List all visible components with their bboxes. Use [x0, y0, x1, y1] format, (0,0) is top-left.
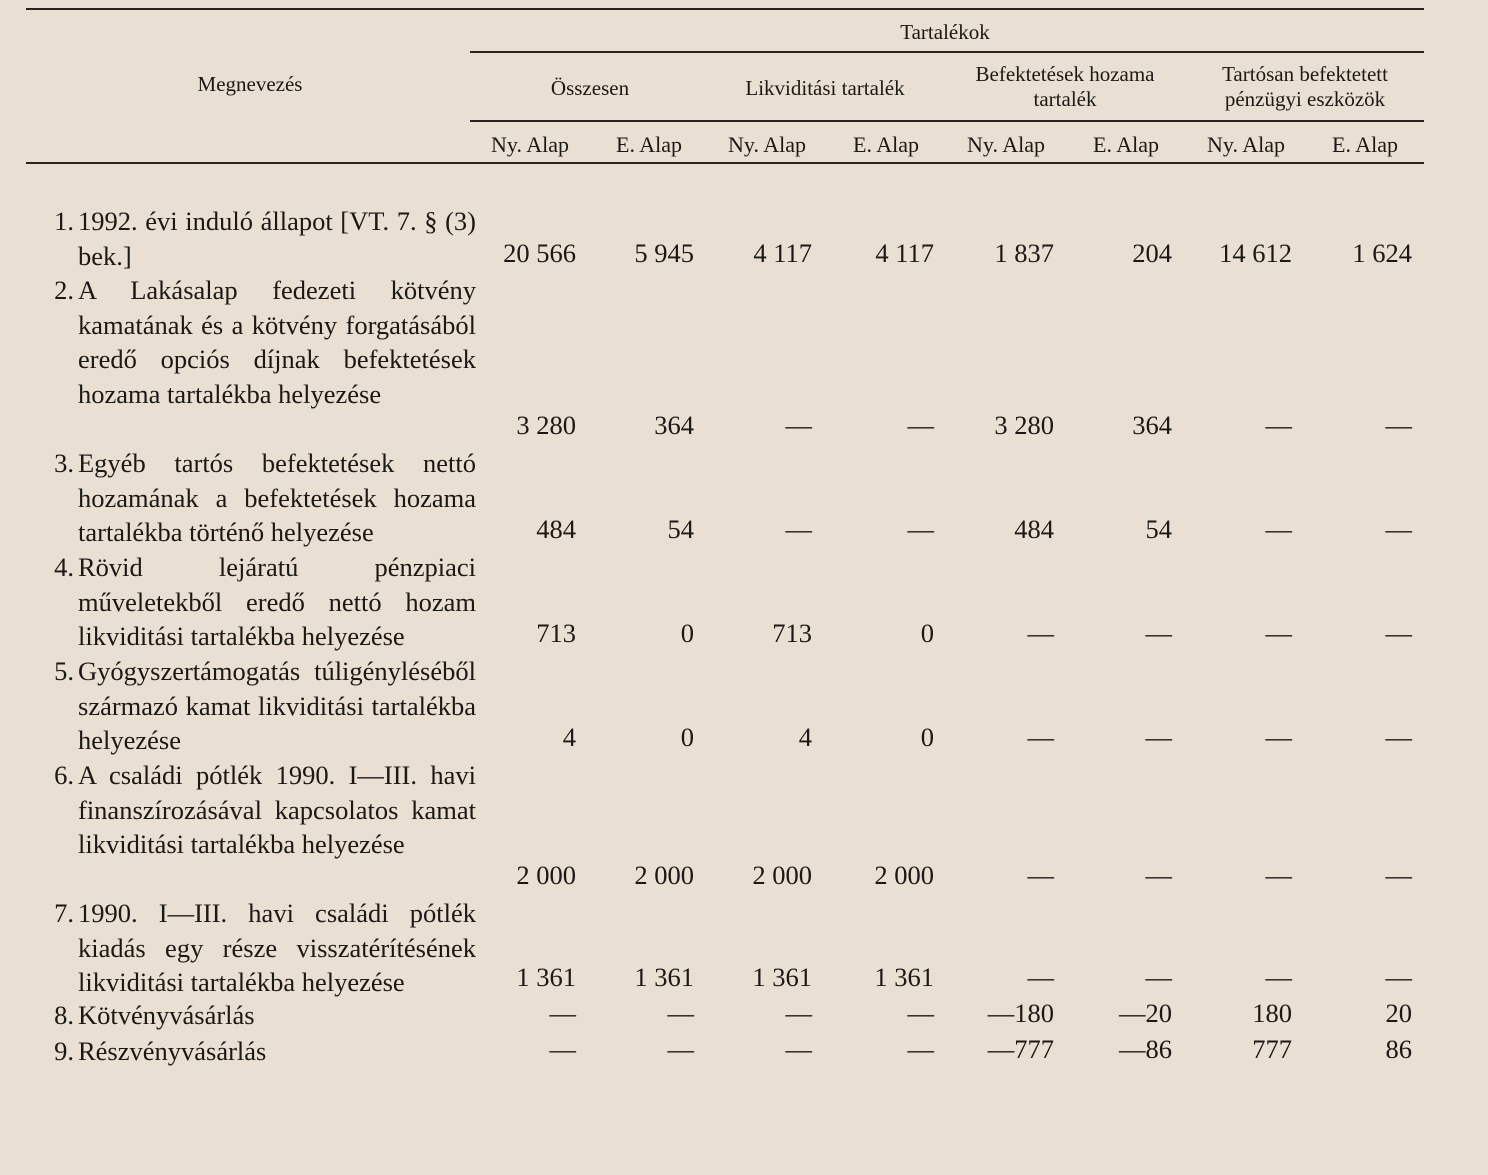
table-cell: —	[907, 410, 934, 440]
row-label-5	[40, 654, 480, 758]
table-cell: 4	[798, 722, 812, 752]
table-cell: —	[549, 1034, 576, 1064]
table-cell: 484	[1014, 514, 1054, 544]
row-text: Kötvényvásárlás	[78, 1000, 255, 1030]
table-cell: —	[1385, 722, 1412, 752]
header-bottom-rule	[26, 162, 1424, 164]
table-cell: —	[549, 998, 576, 1028]
row-label-8	[40, 998, 480, 1032]
table-cell: —	[907, 998, 934, 1028]
row-label-6	[40, 758, 480, 896]
table-cell: 1 361	[634, 962, 694, 992]
row-text: 1990. I—III. havi családi pótlék kiadás egy része visszatérítésének likviditási tartalékba helyezése	[78, 898, 476, 997]
subcol-header: Ny. Alap	[1206, 132, 1285, 157]
table-cell: 4 117	[753, 238, 812, 268]
table-cell: —	[1265, 410, 1292, 440]
table-cell: —	[1385, 410, 1412, 440]
group-title-header: Tartalékok	[900, 20, 990, 44]
subcol-header: E. Alap	[616, 132, 682, 157]
subheader-rule	[470, 120, 1424, 122]
row-text: 1992. évi induló állapot [VT. 7. § (3) bek.]	[78, 206, 476, 271]
table-cell: —	[1145, 962, 1172, 992]
table-cell: 364	[1132, 410, 1172, 440]
table-cell: 1 624	[1352, 238, 1412, 268]
group-header-tartosan: Tartósan befektetett pénzügyi eszközök	[1222, 62, 1388, 111]
table-cell: 20 566	[503, 238, 576, 268]
row-label-9	[40, 1034, 480, 1068]
table-cell: —20	[1119, 998, 1172, 1028]
subcol-header: E. Alap	[1332, 132, 1398, 157]
row-text: A családi pótlék 1990. I—III. havi finanszírozásával kapcsolatos kamat likviditási tartalékba helyezése	[78, 760, 476, 859]
table-cell: —	[1145, 618, 1172, 648]
table-cell: 0	[680, 618, 694, 648]
table-cell: 484	[536, 514, 576, 544]
row-number: 2.	[54, 275, 74, 305]
table-cell: 2 000	[752, 860, 812, 890]
row-label-4	[40, 550, 480, 654]
table-cell: 3 280	[994, 410, 1054, 440]
table-cell: 14 612	[1219, 238, 1292, 268]
table-cell: 204	[1132, 238, 1172, 268]
table-cell: 0	[680, 722, 694, 752]
table-cell: 5 945	[634, 238, 694, 268]
table-cell: —	[1145, 860, 1172, 890]
table-cell: —86	[1119, 1034, 1172, 1064]
table-cell: 54	[667, 514, 694, 544]
row-number: 8.	[54, 1000, 74, 1030]
row-text: Gyógyszertámogatás túligényléséből származó kamat likviditási tartalékba helyezése	[78, 656, 476, 755]
table-cell: —	[1265, 514, 1292, 544]
table-cell: 180	[1252, 998, 1292, 1028]
table-cell: 1 361	[516, 962, 576, 992]
table-cell: 1 837	[994, 238, 1054, 268]
row-label-2	[40, 273, 480, 445]
group-header-osszesen: Összesen	[550, 76, 630, 100]
row-text: Részvényvásárlás	[78, 1036, 267, 1066]
row-number: 9.	[54, 1036, 74, 1066]
table-cell: 713	[536, 618, 576, 648]
table-cell: —	[1027, 618, 1054, 648]
table-cell: —	[1265, 722, 1292, 752]
table-cell: 4 117	[875, 238, 934, 268]
table-cell: 1 361	[874, 962, 934, 992]
table-cell: 713	[772, 618, 812, 648]
table-cell: 54	[1145, 514, 1172, 544]
table-cell: —	[907, 1034, 934, 1064]
row-number: 7.	[54, 898, 74, 928]
table-cell: —	[785, 1034, 812, 1064]
row-label-7	[40, 896, 480, 1000]
header-top-rule	[26, 8, 1424, 10]
table-cell: —777	[987, 1034, 1054, 1064]
row-text: A Lakásalap fedezeti kötvény kamatának és a kötvény forgatásából eredő opciós díjnak befektetések hozama tartalékba helyezése	[78, 275, 476, 409]
table-cell: 86	[1385, 1034, 1412, 1064]
table-cell: 0	[920, 722, 934, 752]
row-label-1	[40, 204, 480, 274]
table-cell: —	[785, 514, 812, 544]
table-cell: 2 000	[634, 860, 694, 890]
subcol-header: Ny. Alap	[966, 132, 1045, 157]
table-cell: —	[667, 998, 694, 1028]
row-number: 1.	[54, 206, 74, 236]
table-cell: 777	[1252, 1034, 1292, 1064]
table-cell: 3 280	[516, 410, 576, 440]
table-cell: 2 000	[874, 860, 934, 890]
table-cell: —	[1027, 860, 1054, 890]
table-cell: —	[907, 514, 934, 544]
table-cell: —	[1385, 860, 1412, 890]
table-cell: —	[785, 998, 812, 1028]
table-cell: 2 000	[516, 860, 576, 890]
table-cell: —	[1385, 962, 1412, 992]
row-label-3	[40, 446, 480, 550]
table-cell: —	[1385, 514, 1412, 544]
table-cell: —	[1385, 618, 1412, 648]
group-rule	[470, 51, 1424, 53]
table-cell: 20	[1385, 998, 1412, 1028]
subcol-header: E. Alap	[853, 132, 919, 157]
row-text: Rövid lejáratú pénzpiaci műveletekből eredő nettó hozam likviditási tartalékba helyezése	[78, 552, 476, 651]
table-cell: 1 361	[752, 962, 812, 992]
row-number: 6.	[54, 760, 74, 790]
table-cell: —	[1027, 722, 1054, 752]
table-cell: —	[1265, 618, 1292, 648]
table-cell: —	[1265, 860, 1292, 890]
group-header-befektetesek: Befektetések hozama tartalék	[975, 62, 1155, 111]
subcol-header: E. Alap	[1093, 132, 1159, 157]
col-name-header: Megnevezés	[197, 72, 303, 96]
table-cell: —	[1027, 962, 1054, 992]
row-number: 3.	[54, 448, 74, 478]
table-cell: 364	[654, 410, 694, 440]
subcol-header: Ny. Alap	[490, 132, 569, 157]
row-text: Egyéb tartós befektetések nettó hozamának a befektetések hozama tartalékba történő helyezése	[78, 448, 476, 547]
table-cell: —	[785, 410, 812, 440]
subcol-header: Ny. Alap	[727, 132, 806, 157]
group-header-likviditasi: Likviditási tartalék	[745, 76, 905, 100]
table-cell: 0	[920, 618, 934, 648]
table-cell: —	[1265, 962, 1292, 992]
row-number: 5.	[54, 656, 74, 686]
table-cell: —	[667, 1034, 694, 1064]
row-number: 4.	[54, 552, 74, 582]
table-cell: —	[1145, 722, 1172, 752]
table-cell: —180	[987, 998, 1054, 1028]
table-cell: 4	[562, 722, 576, 752]
